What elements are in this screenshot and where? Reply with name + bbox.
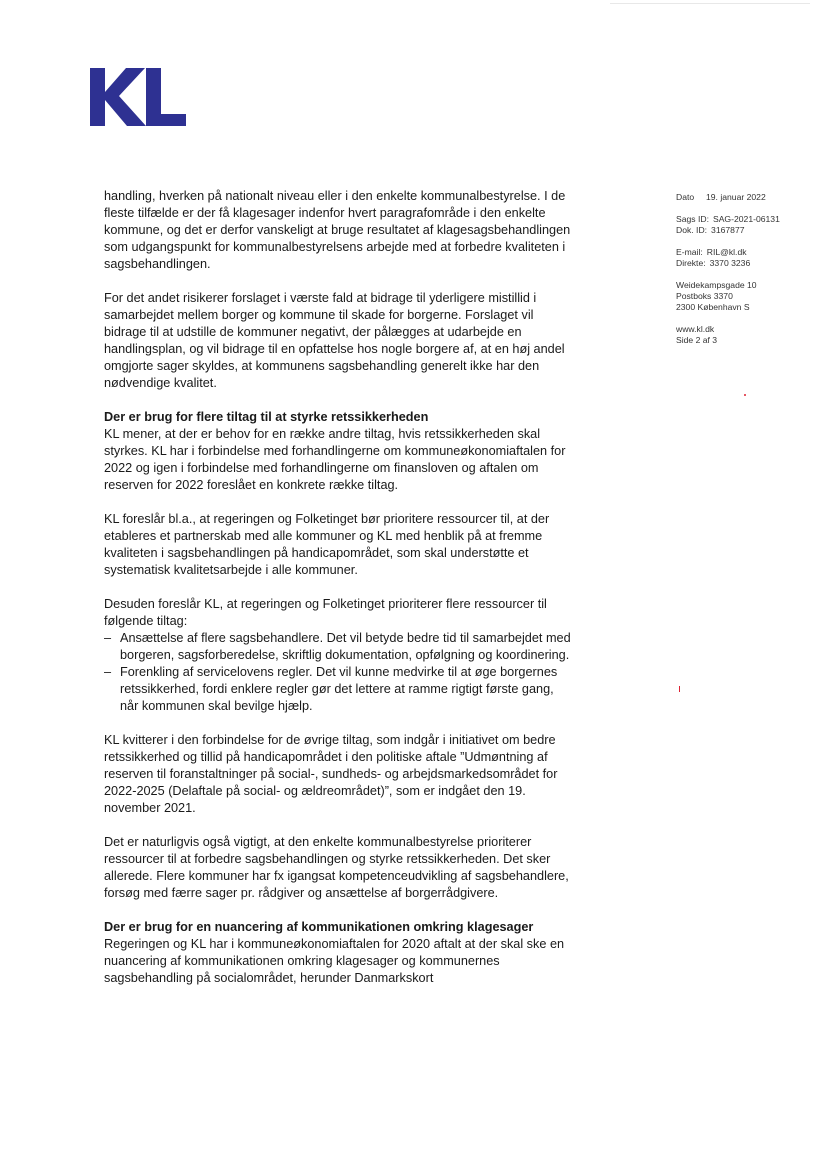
paragraph-5: Desuden foreslår KL, at regeringen og Folketinget prioriterer flere ressourcer til følgende tiltag: <box>104 597 547 628</box>
email-value[interactable]: RIL@kl.dk <box>706 247 747 257</box>
measures-list <box>104 630 574 715</box>
paragraph-8: Regeringen og KL har i kommuneøkonomiaftalen for 2020 aftalt at der skal ske en nuancering af kommunikationen omkring klagesager og kommunernes sagsbehandling på socialområdet, herunder Danmarkskort <box>104 937 565 985</box>
date-value: 19. januar 2022 <box>706 192 766 202</box>
scan-speck <box>744 394 746 396</box>
date-label: Dato <box>676 192 695 202</box>
address-block <box>676 280 816 313</box>
page-number: Side 2 af 3 <box>676 335 718 345</box>
kl-logo <box>90 68 186 126</box>
case-id-value: SAG-2021-06131 <box>712 214 780 224</box>
paragraph-1: handling, hverken på nationalt niveau eller i den enkelte kommunalbestyrelse. I de fleste tilfælde er der få klagesager indenfor hvert paragrafområde i den enkelte kommune, og det er derfor vanskeligt at bruge resultatet af klagesagsbehandlingen som udgangspunkt for kommunalbestyrelsens arbejde med at forbedre kvaliteten i sagsbehandlingen. <box>104 189 571 271</box>
direct-phone-label: Direkte: <box>676 258 706 268</box>
list-item-2: – Forenkling af servicelovens regler. Det vil kunne medvirke til at øge borgernes retssikkerhed, fordi enklere regler gør det lettere at ramme rigtigt første gang, når kommunen skal bevilge hjælp. <box>104 664 574 715</box>
section-heading-2: Der er brug for en nuancering af kommunikationen omkring klagesager <box>104 920 534 934</box>
document-meta-sidebar <box>676 192 816 357</box>
scan-speck <box>679 686 680 692</box>
paragraph-7: Det er naturligvis også vigtigt, at den enkelte kommunalbestyrelse prioriterer ressourcer til at forbedre sagsbehandlingen og styrke retssikkerheden. Det sker allerede. Flere kommuner har fx igangsat kompetenceudvikling af sagsbehandlere, forsøg med færre sager pr. rådgiver og ansættelse af borgerrådgivere. <box>104 835 569 900</box>
paragraph-2: For det andet risikerer forslaget i værste fald at bidrage til yderligere mistillid i samarbejdet mellem borger og kommune til skade for borgerne. Forslaget vil bidrage til at udstille de kommuner negativt, der pålægges at udarbejde en handlingsplan, og vil bidrage til en opfattelse hos nogle borgere af, at en høj andel omgjorte sager skyldes, at kommunens sagsbehandling generelt ikke har den nødvendige kvalitet. <box>104 291 565 390</box>
paragraph-6: KL kvitterer i den forbindelse for de øvrige tiltag, som indgår i initiativet om bedre retssikkerhed og tillid på handicapområdet i den politiske aftale ”Udmøntning af reserven til foranstaltninger på social-, sundheds- og arbejdsmarkedsområdet for 2022-2025 (Delaftale på social- og ældreområdet)”, som er indgået den 19. november 2021. <box>104 733 558 815</box>
doc-id-value: 3167877 <box>711 225 745 235</box>
list-item-1: – Ansættelse af flere sagsbehandlere. Det vil betyde bedre tid til samarbejdet med borgeren, sagsforberedelse, skriftlig dokumentation, opfølgning og koordinering. <box>104 630 574 664</box>
address-street: Weidekampsgade 10 <box>676 280 757 290</box>
kl-logo-graphic <box>90 68 186 126</box>
date-block <box>676 192 816 203</box>
paragraph-4: KL foreslår bl.a., at regeringen og Folketinget bør prioritere ressourcer til, at der etableres et partnerskab med alle kommuner og KL med henblik på at fremme kvaliteten i sagsbehandlingen på handicapområdet, som skal understøtte et systematisk kvalitetsarbejde i alle kommuner. <box>104 512 550 577</box>
paragraph-3: KL mener, at der er behov for en række andre tiltag, hvis retssikkerheden skal styrkes. KL har i forbindelse med forhandlingerne om kommuneøkonomiaftalen for 2022 og igen i forbindelse med forhandlingerne om finansloven og aftalen om reserven for 2022 foreslået en konkrete række tiltag. <box>104 427 566 492</box>
contact-block <box>676 247 816 269</box>
doc-id-label: Dok. ID: <box>676 225 708 235</box>
direct-phone-value: 3370 3236 <box>709 258 751 268</box>
address-pobox: Postboks 3370 <box>676 291 733 301</box>
website-link[interactable]: www.kl.dk <box>676 324 715 334</box>
case-ids-block <box>676 214 816 236</box>
web-page-block <box>676 324 816 346</box>
case-id-label: Sags ID: <box>676 214 709 224</box>
address-city: 2300 København S <box>676 302 750 312</box>
email-label: E-mail: <box>676 247 703 257</box>
letter-body <box>104 188 574 1004</box>
scan-edge-line <box>610 3 810 4</box>
section-heading-1: Der er brug for flere tiltag til at styrke retssikkerheden <box>104 410 429 424</box>
